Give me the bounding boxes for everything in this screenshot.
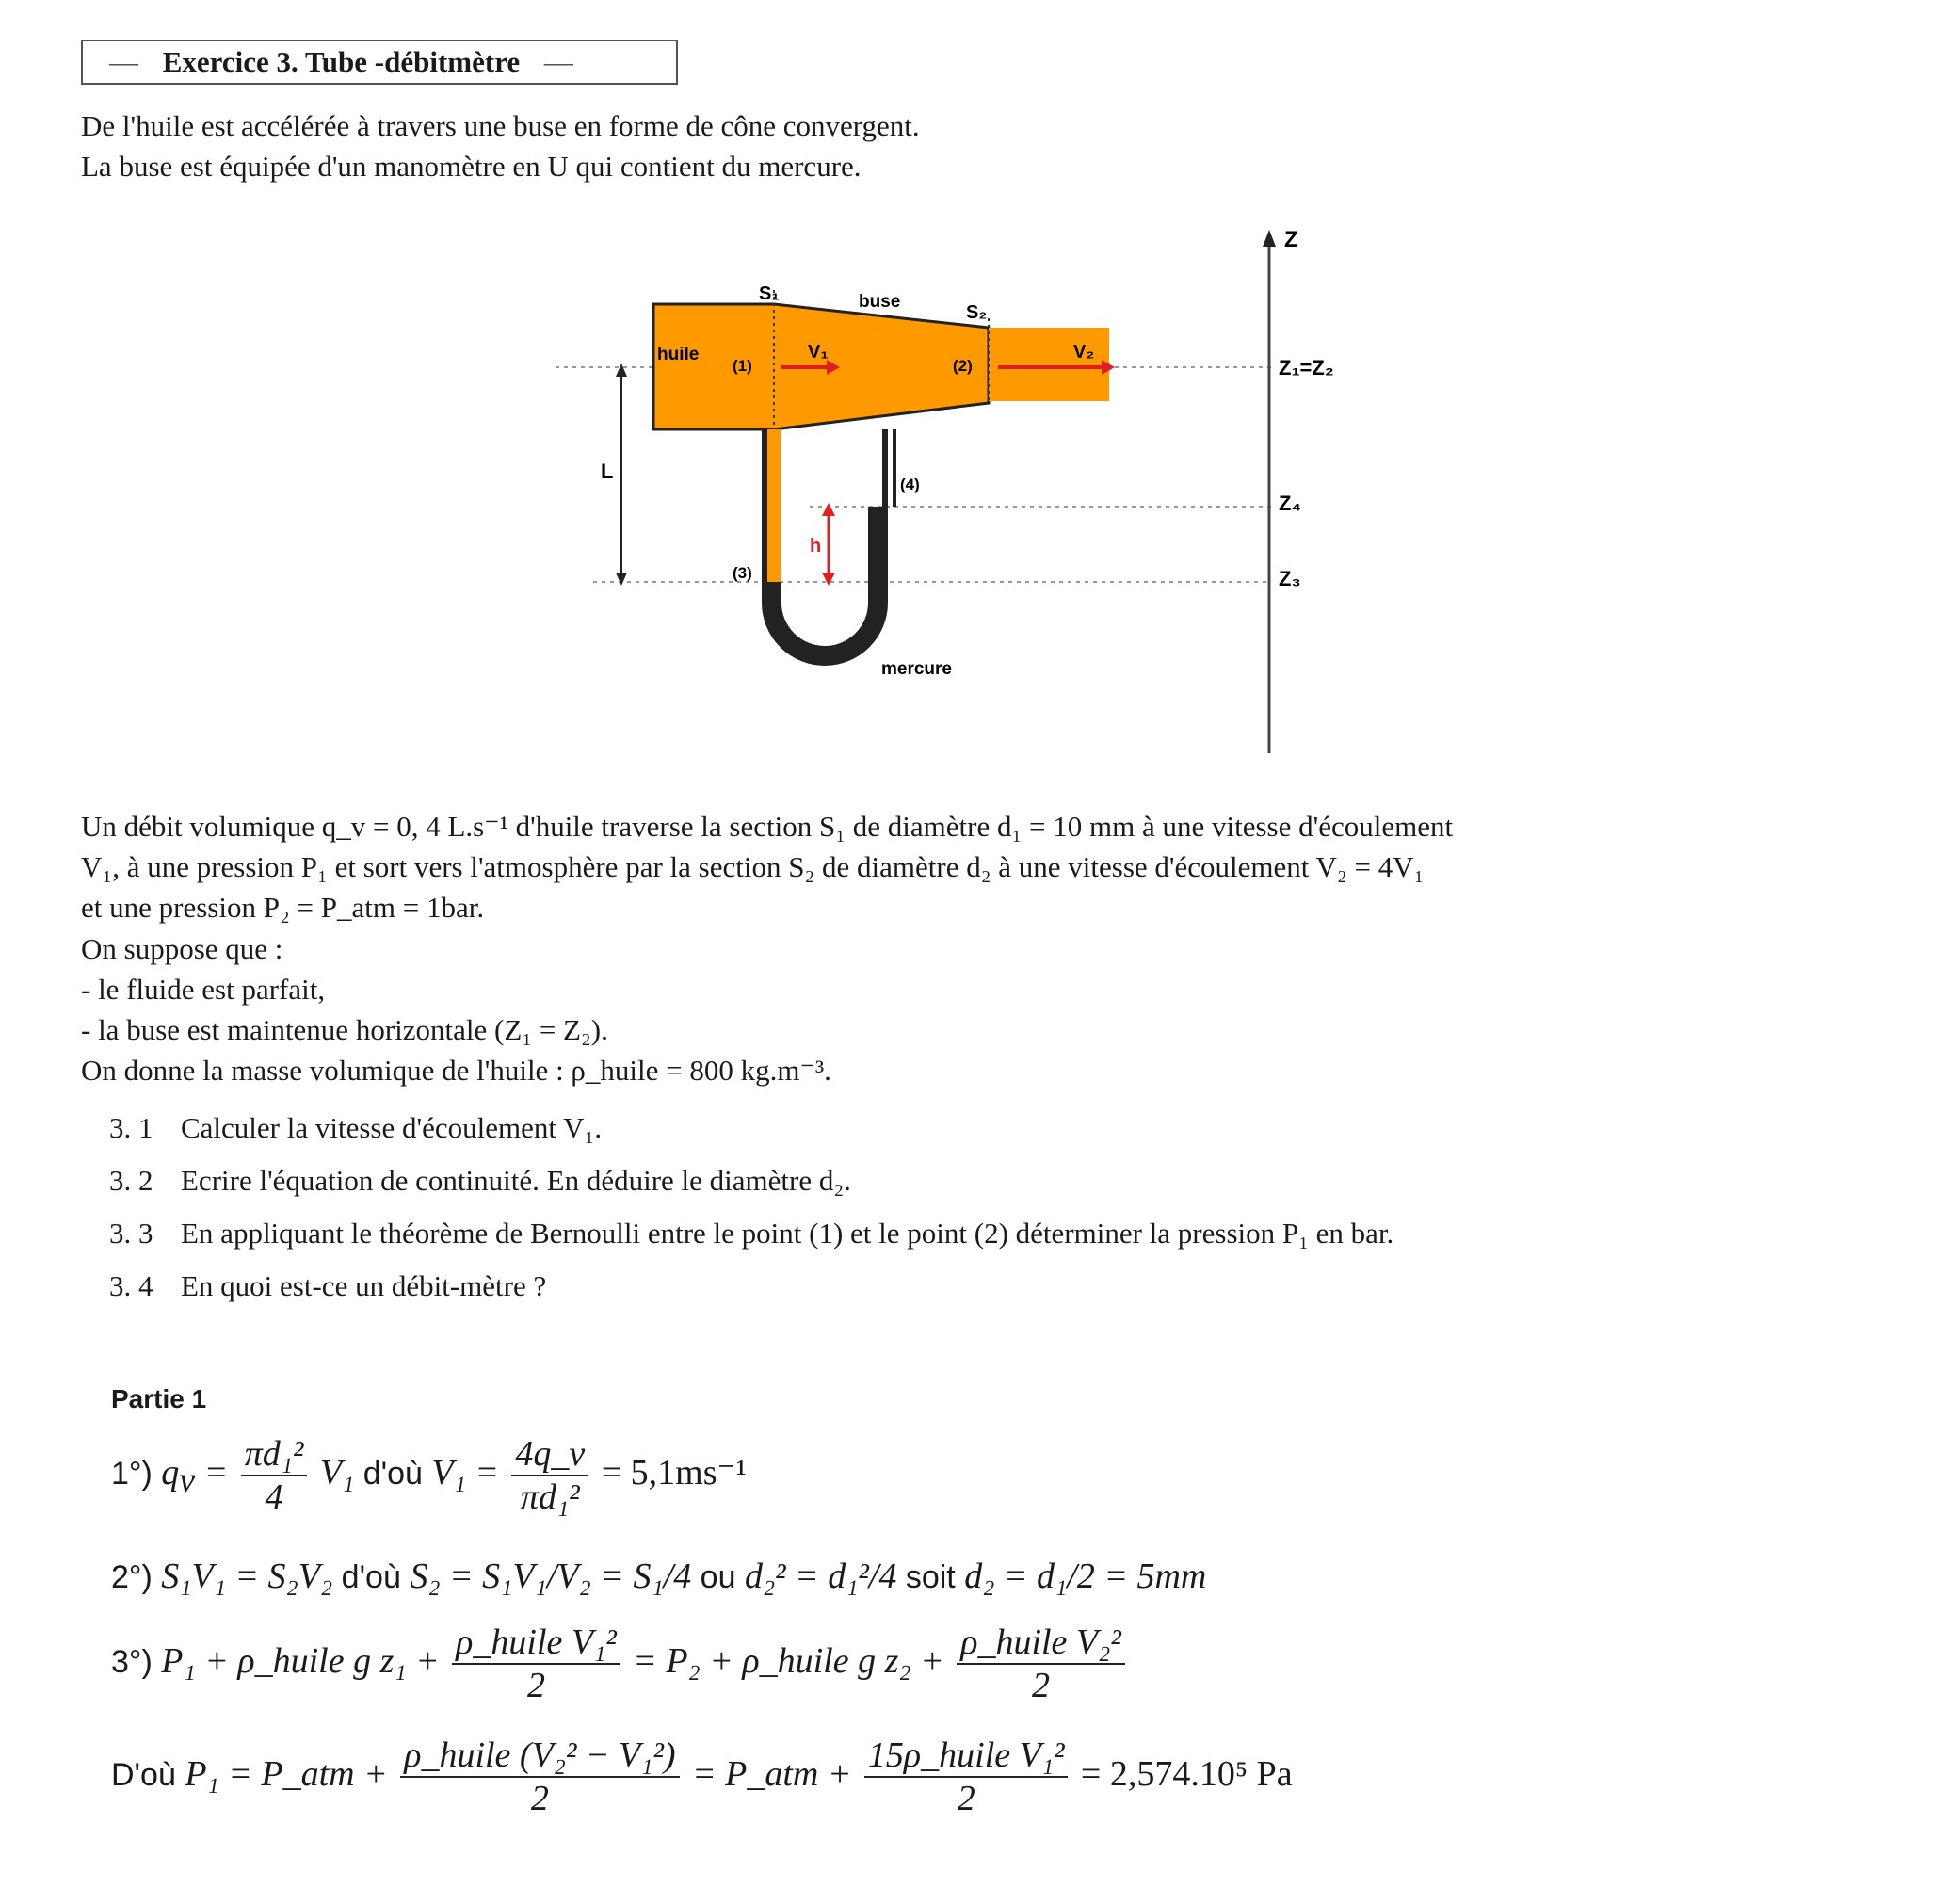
- question-text: Ecrire l'équation de continuité. En déduire le diamètre d₂.: [181, 1164, 851, 1197]
- fraction-kinetic-1: $\frac{\text{ρ\_huile V₁²}}{2}$: [452, 1622, 620, 1706]
- huile-label: huile: [657, 345, 700, 364]
- qv-symbol: q: [161, 1452, 180, 1493]
- step-3-label: 3°): [111, 1643, 153, 1680]
- continuity-eq: S₁V₁ = S₂V₂: [161, 1557, 333, 1596]
- bernoulli-rhs: = P₂ + ρ_huile g z₂ +: [633, 1640, 944, 1681]
- title-dash-right: —: [543, 45, 573, 78]
- fraction-kinetic-2: $\frac{\text{ρ\_huile V₂²}}{2}$: [957, 1622, 1125, 1706]
- z12-label: Z₁=Z₂: [1279, 356, 1334, 379]
- step-4-label: D'où: [111, 1756, 176, 1793]
- soit-text: soit: [905, 1559, 956, 1595]
- question-item: [109, 1164, 851, 1198]
- question-text: Calculer la vitesse d'écoulement V₁.: [181, 1111, 603, 1144]
- statement-line-5: - le fluide est parfait,: [81, 973, 326, 1006]
- question-item: [109, 1269, 546, 1303]
- equals-sign: =: [203, 1452, 229, 1493]
- point-1-label: (1): [733, 357, 752, 375]
- question-item: [109, 1111, 602, 1145]
- p1-result: = 2,574.10⁵ Pa: [1080, 1753, 1293, 1794]
- qv-subscript: v: [179, 1460, 196, 1500]
- statement-line-2: V₁, à une pression P₁ et sort vers l'atmosphère par la section S₂ de diamètre d₂ à une vitesse d'écoulement V₂ = 4V₁: [81, 850, 1425, 883]
- statement-line-4: On suppose que :: [81, 932, 283, 965]
- point-2-label: (2): [953, 357, 973, 375]
- v1-label: V₁: [808, 342, 829, 363]
- fraction-15rho: $\frac{\text{15ρ\_huile V₁²}}{2}$: [864, 1735, 1069, 1819]
- fraction-velocity-diff: $\frac{\text{ρ\_huile (V₂² − V₁²)}}{2}$: [400, 1735, 679, 1819]
- statement-line-7: On donne la masse volumique de l'huile : ρ_huile = 800 kg.m⁻³.: [81, 1054, 831, 1087]
- intro-line-1: De l'huile est accélérée à travers une buse en forme de cône convergent.: [81, 109, 920, 142]
- z-axis-arrow: [1263, 230, 1276, 247]
- nozzle-diagram: [527, 217, 1375, 772]
- bernoulli-lhs: P₁ + ρ_huile g z₁ +: [161, 1640, 440, 1681]
- question-text: En appliquant le théorème de Bernoulli entre le point (1) et le point (2) déterminer la pression P₁ en bar.: [181, 1217, 1394, 1250]
- intro-line-2: La buse est équipée d'un manomètre en U qui contient du mercure.: [81, 150, 862, 183]
- s1-label: S₁: [759, 283, 780, 304]
- outlet-jet: [989, 328, 1109, 401]
- d2-squared-eq: d₂² = d₁²/4: [744, 1557, 897, 1596]
- ou-text: ou: [700, 1559, 736, 1595]
- dou-text: d'où: [341, 1559, 401, 1595]
- v1-result: = 5,1ms⁻¹: [601, 1452, 747, 1493]
- solution-step-4: [111, 1735, 1293, 1819]
- mercure-label: mercure: [881, 659, 952, 679]
- s2-eq: S₂ = S₁V₁/V₂ = S₁/4: [410, 1557, 692, 1596]
- s2-label: S₂: [966, 302, 988, 323]
- statement-line-6: - la buse est maintenue horizontale (Z₁ = Z₂).: [81, 1013, 608, 1046]
- question-number: 3. 1: [109, 1111, 153, 1144]
- step-2-label: 2°): [111, 1559, 153, 1595]
- h-label: h: [810, 536, 822, 557]
- statement-line-1: Un débit volumique q_v = 0, 4 L.s⁻¹ d'huile traverse la section S₁ de diamètre d₁ = 10 mm à une vitesse d'écoulement: [81, 810, 1454, 843]
- question-item: [109, 1217, 1393, 1251]
- v2-label: V₂: [1073, 342, 1095, 363]
- fraction-area: $\frac{\text{πd₁²}}{4}$: [241, 1433, 308, 1518]
- fraction-v1: $\frac{4q\_v}{\text{πd₁²}}$: [511, 1433, 588, 1518]
- statement-line-3: et une pression P₂ = P_atm = 1bar.: [81, 891, 485, 924]
- solution-title: Partie 1: [111, 1384, 207, 1413]
- solution-step-1: [111, 1433, 747, 1518]
- question-number: 3. 2: [109, 1164, 153, 1197]
- point-4-label: (4): [900, 476, 920, 493]
- exercise-title: Exercice 3. Tube -débitmètre: [162, 45, 521, 78]
- step-1-label: 1°): [111, 1455, 153, 1492]
- solution-step-3: [111, 1622, 1129, 1706]
- z3-label: Z₃: [1279, 567, 1301, 590]
- exercise-title-box: [81, 40, 678, 85]
- mercury-column: [774, 507, 876, 653]
- z4-label: Z₄: [1279, 492, 1301, 515]
- p1-mid: = P_atm +: [691, 1753, 852, 1794]
- v1-lhs: V₁ =: [431, 1452, 499, 1493]
- d2-result: d₂ = d₁/2 = 5mm: [964, 1557, 1207, 1596]
- title-dash-left: —: [109, 45, 138, 78]
- question-number: 3. 3: [109, 1217, 153, 1250]
- v1-factor: V₁: [319, 1452, 355, 1493]
- question-text: En quoi est-ce un débit-mètre ?: [181, 1269, 547, 1302]
- solution-step-2: [111, 1556, 1206, 1597]
- length-label: L: [601, 460, 614, 483]
- point-3-label: (3): [733, 564, 752, 582]
- buse-label: buse: [859, 292, 901, 312]
- axis-label: Z: [1284, 227, 1298, 252]
- question-number: 3. 4: [109, 1269, 153, 1302]
- p1-lhs: P₁ = P_atm +: [185, 1753, 388, 1794]
- dou-text: d'où: [362, 1455, 423, 1492]
